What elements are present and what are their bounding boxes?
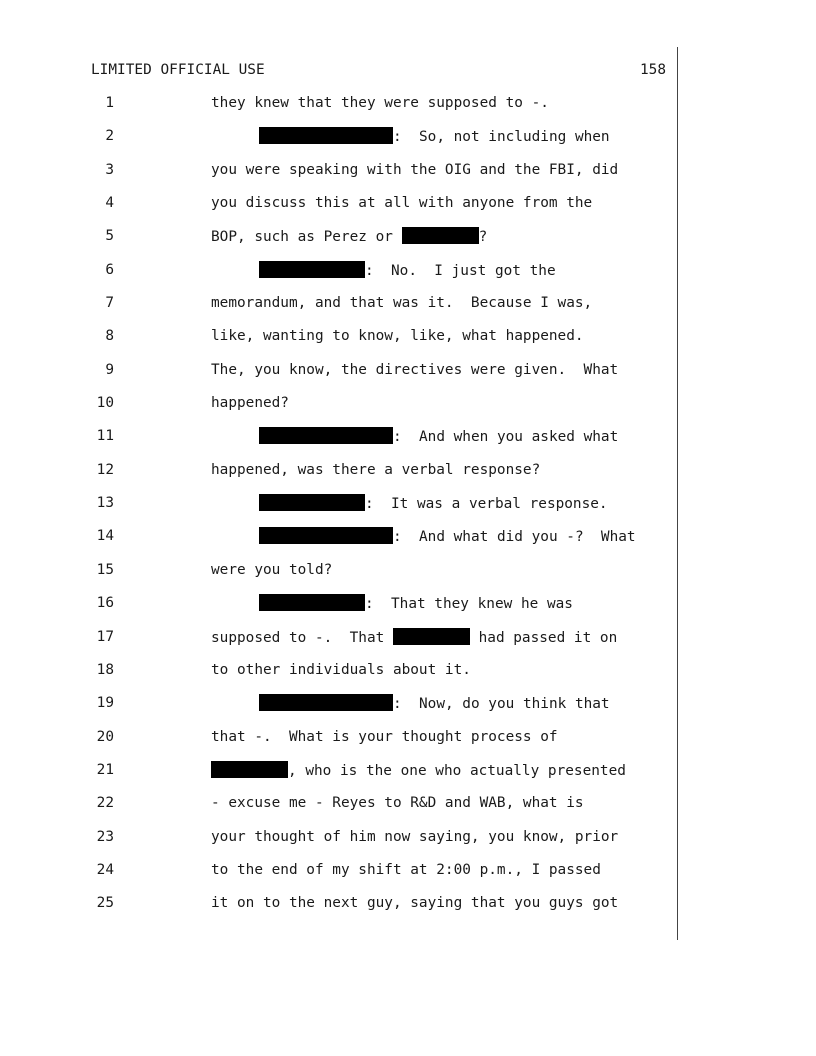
transcript-line xyxy=(0,794,816,827)
transcript-line xyxy=(0,561,816,594)
line-text xyxy=(259,261,556,280)
line-number: 15 xyxy=(96,561,114,578)
redaction-block xyxy=(211,761,288,778)
line-text-segment: BOP, such as Perez or xyxy=(211,229,402,246)
line-text-segment: - excuse me - Reyes to R&D and WAB, what is xyxy=(211,795,584,812)
transcript-lines xyxy=(0,94,816,928)
line-text-segment: happened? xyxy=(211,395,289,412)
line-text-segment: : That they knew he was xyxy=(365,596,573,613)
line-text-segment: : And what did you -? What xyxy=(393,529,636,546)
line-text xyxy=(211,294,592,312)
line-text xyxy=(211,761,626,780)
redaction-block xyxy=(259,694,393,711)
transcript-line xyxy=(0,461,816,494)
line-text-segment: : And when you asked what xyxy=(393,429,619,446)
transcript-line xyxy=(0,494,816,527)
redaction-block xyxy=(259,494,365,511)
line-number: 4 xyxy=(105,195,114,212)
transcript-line xyxy=(0,94,816,127)
line-number: 20 xyxy=(96,728,114,745)
line-text-segment: were you told? xyxy=(211,561,333,578)
line-number: 25 xyxy=(96,895,114,912)
line-number: 17 xyxy=(96,628,114,645)
line-number: 19 xyxy=(96,695,114,712)
line-number: 14 xyxy=(96,528,114,545)
line-number: 8 xyxy=(105,328,114,345)
line-text xyxy=(211,194,592,212)
line-text-segment: ? xyxy=(478,229,488,246)
line-number: 12 xyxy=(96,461,114,478)
line-text xyxy=(211,561,332,579)
line-text xyxy=(211,794,584,812)
transcript-line xyxy=(0,761,816,794)
transcript-line xyxy=(0,394,816,427)
transcript-line xyxy=(0,527,816,560)
transcript-line xyxy=(0,728,816,761)
line-number: 11 xyxy=(96,428,114,445)
line-number: 18 xyxy=(96,661,114,678)
line-number: 2 xyxy=(105,128,114,145)
line-number: 1 xyxy=(105,95,114,111)
transcript-line xyxy=(0,261,816,294)
line-text-segment: had passed it on xyxy=(469,629,618,646)
line-number: 3 xyxy=(105,161,114,178)
line-text-segment: it on to the next guy, saying that you guys got xyxy=(211,895,619,912)
line-text-segment: supposed to -. That xyxy=(211,629,393,646)
line-text xyxy=(211,327,584,345)
line-text xyxy=(211,828,618,846)
transcript-line xyxy=(0,194,816,227)
transcript-line xyxy=(0,161,816,194)
line-text-segment: memorandum, and that was it. Because I was, xyxy=(211,295,593,312)
line-text xyxy=(211,94,549,112)
transcript-line xyxy=(0,127,816,160)
line-text xyxy=(211,728,558,746)
line-text-segment: : So, not including when xyxy=(393,129,610,146)
line-text-segment: happened, was there a verbal response? xyxy=(211,461,541,478)
line-text xyxy=(211,894,618,912)
line-number: 23 xyxy=(96,828,114,845)
transcript-line xyxy=(0,294,816,327)
line-text xyxy=(259,494,608,513)
transcript-line xyxy=(0,894,816,927)
line-number: 21 xyxy=(96,761,114,778)
line-text xyxy=(259,527,636,546)
transcript-line xyxy=(0,861,816,894)
line-text-segment: : It was a verbal response. xyxy=(365,496,608,513)
line-text xyxy=(259,427,618,446)
transcript-line xyxy=(0,594,816,627)
line-number: 5 xyxy=(105,228,114,245)
line-text xyxy=(259,594,573,613)
line-text-segment: they knew that they were supposed to -. xyxy=(211,95,549,111)
line-number: 7 xyxy=(105,295,114,312)
line-text-segment: : No. I just got the xyxy=(365,262,556,279)
line-text-segment: to other individuals about it. xyxy=(211,661,471,678)
line-text xyxy=(259,694,610,713)
line-text xyxy=(211,861,601,879)
redaction-block xyxy=(402,227,479,244)
line-number: 10 xyxy=(96,395,114,412)
classification-header: LIMITED OFFICIAL USE xyxy=(91,62,265,78)
line-text-segment: you discuss this at all with anyone from the xyxy=(211,195,593,212)
line-number: 16 xyxy=(96,595,114,612)
line-text xyxy=(259,127,610,146)
transcript-line xyxy=(0,427,816,460)
line-text-segment: like, wanting to know, like, what happened. xyxy=(211,328,584,345)
line-number: 6 xyxy=(105,261,114,278)
line-text-segment: that -. What is your thought process of xyxy=(211,728,558,745)
transcript-line xyxy=(0,828,816,861)
transcript-line xyxy=(0,694,816,727)
transcript-line xyxy=(0,661,816,694)
line-number: 13 xyxy=(96,495,114,512)
line-number: 24 xyxy=(96,861,114,878)
transcript-line xyxy=(0,327,816,360)
line-text xyxy=(211,628,617,647)
line-text-segment: to the end of my shift at 2:00 p.m., I passed xyxy=(211,861,601,878)
line-text-segment: , who is the one who actually presented xyxy=(288,762,626,779)
transcript-line xyxy=(0,361,816,394)
page-number: 158 xyxy=(640,62,666,78)
redaction-block xyxy=(259,527,393,544)
transcript-line xyxy=(0,227,816,260)
line-text-segment: you were speaking with the OIG and the FBI, did xyxy=(211,161,619,178)
line-text-segment: The, you know, the directives were given. What xyxy=(211,361,619,378)
line-text xyxy=(211,394,289,412)
redaction-block xyxy=(393,628,470,645)
line-text-segment: your thought of him now saying, you know, prior xyxy=(211,828,619,845)
redaction-block xyxy=(259,427,393,444)
line-number: 22 xyxy=(96,795,114,812)
line-number: 9 xyxy=(105,361,114,378)
redaction-block xyxy=(259,127,393,144)
line-text xyxy=(211,661,471,679)
redaction-block xyxy=(259,261,365,278)
line-text-segment: : Now, do you think that xyxy=(393,696,610,713)
redaction-block xyxy=(259,594,365,611)
line-text xyxy=(211,227,487,246)
line-text xyxy=(211,461,540,479)
transcript-line xyxy=(0,628,816,661)
line-text xyxy=(211,161,618,179)
line-text xyxy=(211,361,618,379)
